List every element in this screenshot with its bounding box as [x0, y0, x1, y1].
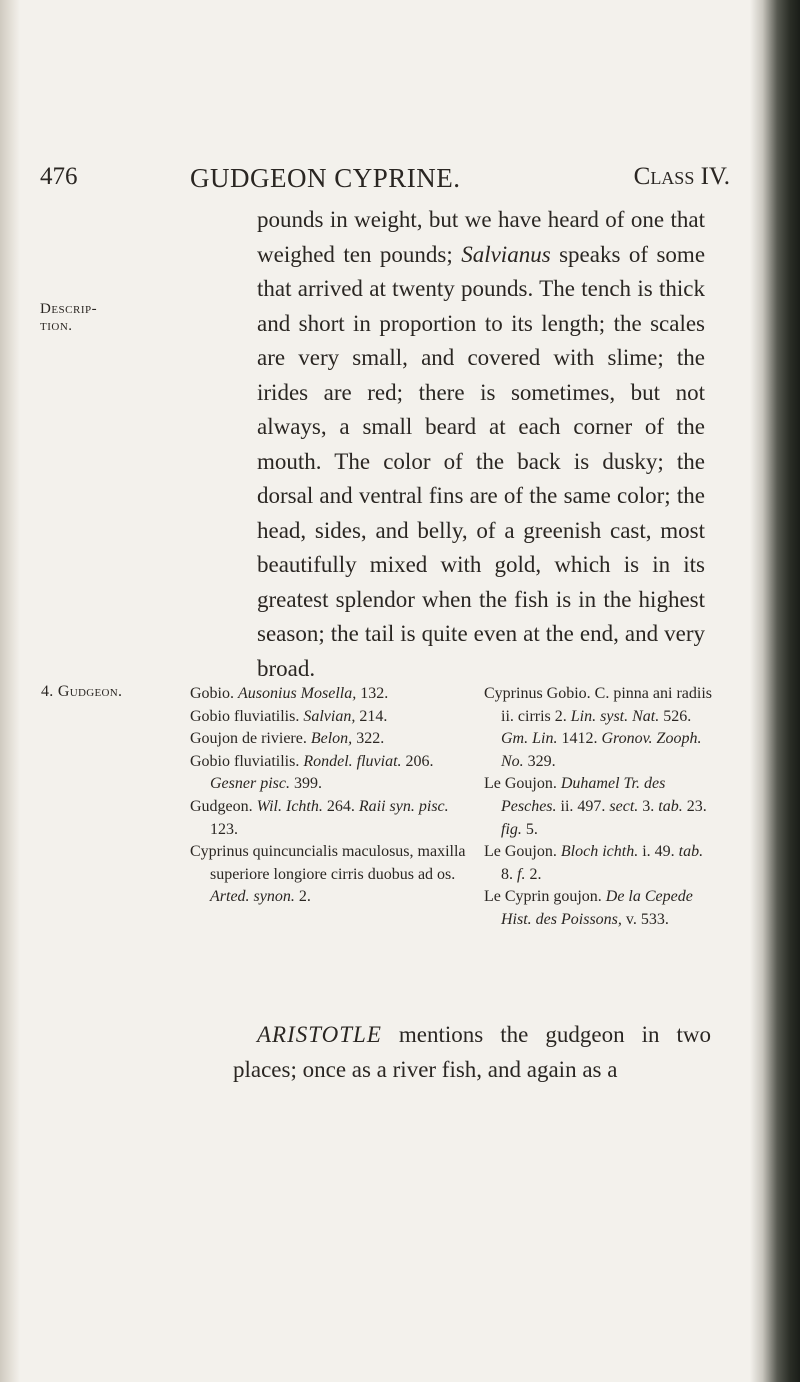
- body-text: that weighed ten pounds;: [257, 207, 705, 267]
- synonym-entry: Gobio fluviatilis. Salvian, 214.: [190, 707, 388, 725]
- body-text: some that arrived at twenty pounds.: [257, 241, 706, 301]
- page-header: [40, 163, 730, 197]
- species-label: 4. Gudgeon.: [41, 683, 123, 700]
- closing-paragraph: [233, 1017, 711, 1087]
- running-title: GUDGEON CYPRINE.: [190, 163, 461, 193]
- synonyms-right-column: [484, 683, 716, 932]
- synonym-entry: Cyprinus quincuncialis maculosus, maxilla superiore longiore cirris duobus ad os. Arted. synon. 2.: [190, 843, 466, 906]
- author-citation: Salvianus: [461, 241, 551, 267]
- synonym-entry: Gobio. Ausonius Mosella, 132.: [190, 685, 389, 702]
- synonym-entry: Cyprinus Gobio. C. pinna ani radiis ii. cirris 2. Lin. syst. Nat. 526. Gm. Lin. 1412. Gronov. Zooph. No. 329.: [484, 685, 712, 770]
- body-text: The tench is thick and short in proportion to its length; the scales are very small, and covered with slime; the irides are red; there is sometimes, but not always, a small beard at each corner of the mouth. The color of the back is dusky; the dorsal and ventral fins are of the same color; the head, sides, and belly, of a greenish cast, most beautifully mixed with gold, which is in its greatest splendor when the fish is in the highest season; the tail is quite even at the end, and very broad.: [257, 276, 705, 681]
- page-number: 476: [40, 163, 78, 190]
- margin-note-line: tion.: [40, 318, 73, 334]
- synonym-entry: Gobio fluviatilis. Rondel. fluviat. 206. Gesner pisc. 399.: [190, 752, 434, 793]
- synonym-entry: Goujon de riviere. Belon, 322.: [190, 730, 385, 748]
- synonym-entry: Le Goujon. Bloch ichth. i. 49. tab. 8. f. 2.: [484, 843, 704, 883]
- author-name: ARISTOTLE: [257, 1022, 382, 1047]
- synonym-entry: Le Cyprin goujon. De la Cepede Hist. des Poissons, v. 533.: [484, 888, 693, 928]
- margin-note-description: [40, 301, 120, 335]
- body-text: speaks of: [559, 241, 649, 267]
- margin-note-line: Descrip-: [40, 301, 98, 317]
- page-gutter-right: [750, 0, 800, 1382]
- class-label: Class IV.: [633, 163, 730, 190]
- description-paragraph: [257, 203, 705, 686]
- synonym-entry: Gudgeon. Wil. Ichth. 264. Raii syn. pisc. 123.: [190, 797, 449, 838]
- body-text: mentions the gudgeon in two places; once as a river fish, and again as a: [233, 1022, 711, 1082]
- page-gutter-left: [0, 0, 20, 1382]
- synonyms-left-column: [190, 683, 466, 909]
- body-text: pounds in weight, but we have heard of one: [257, 207, 665, 232]
- synonym-entry: Le Goujon. Duhamel Tr. des Pesches. ii. 497. sect. 3. tab. 23. fig. 5.: [484, 775, 707, 838]
